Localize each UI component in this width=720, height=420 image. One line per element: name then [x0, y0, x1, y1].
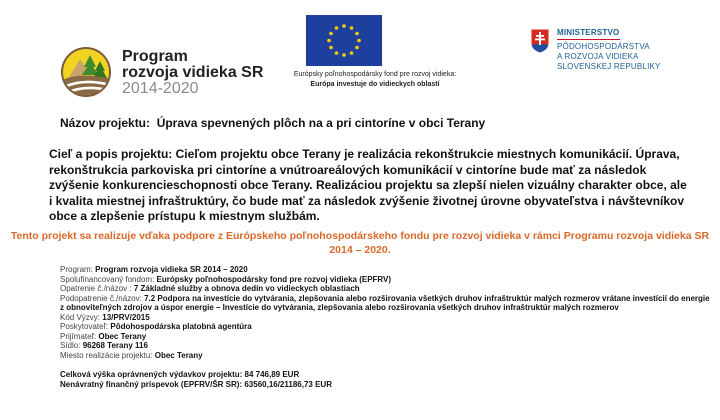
project-name-label: Názov projektu: [60, 116, 151, 130]
detail-provider [60, 322, 710, 332]
detail-value: Pôdohospodárska platobná agentúra [110, 322, 252, 331]
detail-location [60, 351, 710, 361]
project-name [60, 116, 485, 130]
detail-call-code [60, 313, 710, 323]
eu-caption-line1: Európsky poľnohospodársky fond pre rozvoj vidieka: [293, 71, 457, 78]
spacer [60, 360, 710, 370]
ministry-line2: PÔDOHOSPODÁRSTVA [557, 42, 650, 51]
detail-label: Kód Výzvy: [60, 312, 103, 322]
detail-value: Európsky poľnohospodársky fond pre rozvoj vidieka (EPFRV) [156, 274, 392, 284]
program-logo-line1: Program [122, 48, 188, 65]
detail-value: 13/PRV/2015 [102, 312, 150, 322]
detail-label: Opatrenie č./názov : [60, 284, 134, 293]
eu-caption [250, 70, 500, 90]
detail-label: Prijímateľ: [60, 331, 99, 341]
detail-value: 7.2 Podpora na investície do vytvárania, zlepšovania alebo rozširovania všetkých druhov infraštruktúr malých rozmerov vrátane investícií do energie z obnoviteľných zdrojov a úspor energie – Investície do vytvárania, zlepšovania alebo rozširovania všetkých druhov infraštruktúr malých rozmerov [60, 293, 710, 312]
detail-label: Podopatrenie č./názov: [60, 293, 145, 303]
detail-value: 96268 Terany 116 [82, 341, 148, 350]
detail-label: Miesto realizácie projektu: [60, 350, 155, 360]
detail-recipient [60, 332, 710, 342]
detail-label: Program: [60, 265, 96, 274]
detail-label: Poskytovateľ: [60, 322, 111, 331]
funding-notice: Tento projekt sa realizuje vďaka podpore z Európskeho poľnohospodárskeho fondu pre rozvoj vidieka v rámci Programu rozvoja vidieka SR 2014 – 2020. [10, 230, 710, 256]
detail-value: Obec Terany [154, 350, 203, 360]
detail-total-eligible: Celková výška oprávnených výdavkov projektu: 84 746,89 EUR [60, 370, 300, 379]
detail-measure [60, 284, 710, 294]
detail-seat [60, 341, 710, 351]
slovak-coat-of-arms-icon [530, 28, 550, 54]
detail-fund [60, 275, 710, 285]
program-logo-title [122, 49, 263, 81]
detail-program [60, 265, 710, 275]
detail-value: Program rozvoja vidieka SR 2014 – 2020 [95, 265, 248, 274]
eu-caption-line2: Európa investuje do vidieckych oblastí [310, 81, 440, 88]
detail-grant: Nenávratný finančný príspevok (EPFRV/ŠR SR): 63560,16/21186,73 EUR [60, 379, 332, 389]
program-logo-years: 2014-2020 [122, 80, 199, 97]
project-name-value: Úprava spevnených plôch na a pri cintoríne v obci Terany [156, 116, 486, 130]
hills-trees-emblem-icon [60, 45, 112, 99]
eu-flag-icon [306, 15, 382, 66]
ministry-line4: SLOVENSKEJ REPUBLIKY [557, 62, 661, 71]
project-description: Cieľ a popis projektu: Cieľom projektu obce Terany je realizácia rekonštrukcie miestnych komunikácií. Úprava, rekonštrukcia parkoviska pri cintoríne a vnútroareálových komunikácií v cintoríne bude mať za následok zvýšenie konkurencieschopnosti obce Terany. Realizáciou projektu sa zlepší nielen vizuálny charakter obce, ale i kvalita miestnej infraštruktúry, čo bude mať za následok zvýšenie životnej úrovne obyvateľstva i návštevníkov obce a zlepšenie prístupu k miestnym službám. [49, 147, 687, 223]
detail-label: Spolufinancovaný fondom: [60, 274, 157, 284]
detail-value: 7 Základné služby a obnova dedín vo vidieckych oblastiach [133, 284, 360, 293]
detail-value: Obec Terany [98, 331, 147, 341]
ministry-line3: A ROZVOJA VIDIEKA [557, 52, 639, 61]
project-details [60, 265, 710, 389]
detail-submeasure [60, 294, 710, 313]
program-logo-line2: rozvoja vidieka SR [122, 64, 264, 81]
ministry-line1: MINISTERSTVO [557, 28, 620, 40]
ministry-name [557, 28, 661, 72]
detail-label: Sídlo: [60, 341, 83, 350]
